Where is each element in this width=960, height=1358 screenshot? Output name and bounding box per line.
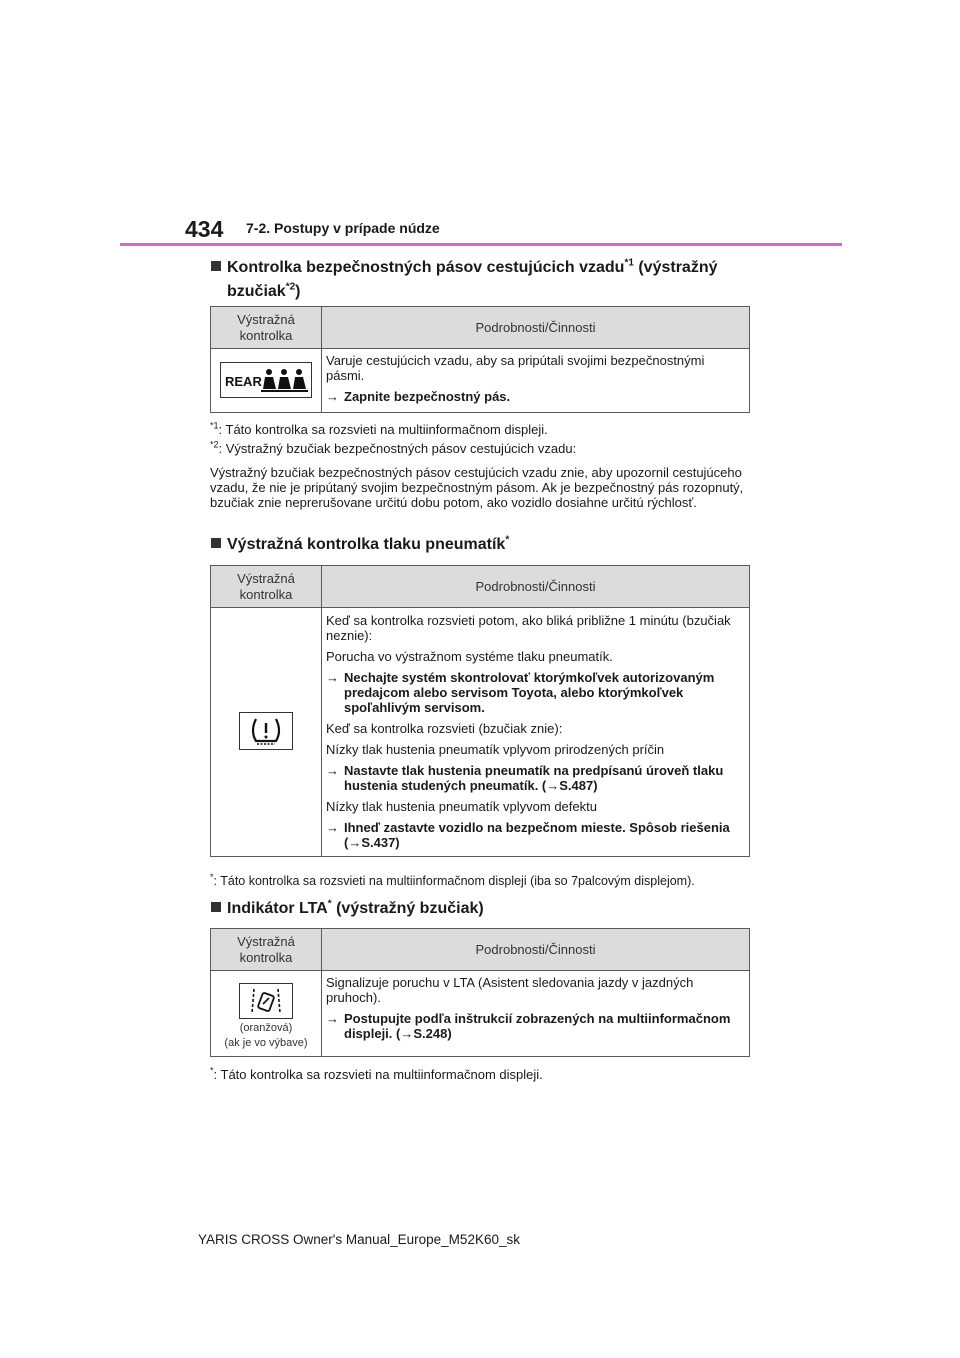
bullet-square-icon [211,261,221,271]
footnote-lta: *: Táto kontrolka sa rozsvieti na multiinformačnom displeji. [210,1065,543,1082]
icon-rear-label: REAR [225,373,262,389]
footer-text: YARIS CROSS Owner's Manual_Europe_M52K60_sk [198,1232,520,1247]
warning-table-seatbelt [210,306,750,413]
details-cell [322,971,750,1057]
detail-text: Nízky tlak hustenia pneumatík vplyvom prirodzených príčin [326,742,665,757]
rear-seatbelt-warning-graphic [221,363,311,397]
page-number: 434 [185,216,224,242]
table-header-details: Podrobnosti/Činnosti [322,307,750,349]
warning-table-tpms [210,565,750,857]
indicator-cell [211,608,322,857]
action-text: → Nechajte systém skontrolovať ktorýmkoľvek autorizovaným predajcom alebo servisom Toyota, alebo ktorýmkoľvek spoľahlivým servisom. [326,670,715,715]
tire-pressure-warning-icon [239,712,293,750]
rear-seatbelt-warning-icon [220,362,312,398]
detail-text: Signalizuje poruchu v LTA (Asistent sledovania jazdy v jazdných pruhoch). [326,975,694,1005]
footnote-2: $^{*2}$: Výstražný bzučiak bezpečnostných pásov cestujúcich vzadu: [210,439,577,456]
arrow-right-icon: → [326,820,339,835]
chapter-title: 7-2. Postupy v prípade núdze [246,220,440,236]
bullet-square-icon [211,902,221,912]
header-divider [120,243,842,246]
section-title-lta: Indikátor LTA* (výstražný bzučiak) [211,897,484,921]
seatbelt-paragraph: Výstražný bzučiak bezpečnostných pásov cestujúcich vzadu znie, aby upozornil cestujúceho vzadu, že nie je pripútaný svojim bezpečnostným pásom. Ak je bezpečnostný pás rozopnutý, bzučiak znie neprerušovane určitú dobu potom, ako vozidlo dosiahne určitú rýchlosť. [210,465,744,510]
section-title-tpms: Výstražná kontrolka tlaku pneumatík* [211,533,509,557]
table-header-details: Podrobnosti/Činnosti [322,929,750,971]
indicator-cell [211,349,322,413]
footnote-1: $^{*1}$: Táto kontrolka sa rozsvieti na multiinformačnom displeji. [210,420,548,437]
details-cell [322,608,750,857]
bullet-square-icon [211,538,221,548]
detail-text: Keď sa kontrolka rozsvieti (bzučiak znie): [326,721,563,736]
action-text: → Nastavte tlak hustenia pneumatík na predpísanú úroveň tlaku hustenia studených pneumatík. (→S.487) [326,763,724,793]
indicator-cell [211,971,322,1057]
table-header-indicator: Výstražná kontrolka [211,307,322,349]
arrow-right-icon: → [326,1011,339,1026]
lta-warning-graphic [240,984,292,1018]
lta-warning-icon [239,983,293,1019]
warning-table-lta [210,928,750,1057]
detail-text: Varuje cestujúcich vzadu, aby sa pripútali svojimi bezpečnostnými pásmi. [326,353,705,383]
detail-text: Nízky tlak hustenia pneumatík vplyvom defektu [326,799,597,814]
section-title-seatbelt: Kontrolka bezpečnostných pásov cestujúcich vzadu$^{*1}$ (výstražný bzučiak$^{*2}$) [211,256,717,304]
detail-text: Keď sa kontrolka rozsvieti potom, ako bliká približne 1 minútu (bzučiak neznie): [326,613,731,643]
table-header-indicator: Výstražná kontrolka [211,929,322,971]
detail-text: Porucha vo výstražnom systéme tlaku pneumatík. [326,649,613,664]
tire-pressure-warning-graphic [240,713,292,749]
table-header-details: Podrobnosti/Činnosti [322,566,750,608]
details-cell [322,349,750,413]
action-text: → Zapnite bezpečnostný pás. [326,389,511,404]
table-header-indicator: Výstražná kontrolka [211,566,322,608]
arrow-right-icon: → [326,670,339,685]
arrow-right-icon: → [326,389,339,404]
icon-availability-note: (ak je vo výbave) [224,1036,308,1049]
action-text: → Ihneď zastavte vozidlo na bezpečnom mieste. Spôsob riešenia (→S.437) [326,820,730,850]
action-text: → Postupujte podľa inštrukcií zobrazených na multiinformačnom displeji. (→S.248) [326,1011,731,1041]
icon-color-note: (oranžová) [239,1021,293,1034]
footnote-tpms: *: Táto kontrolka sa rozsvieti na multiinformačnom displeji (iba so 7palcovým displejom). [210,871,695,888]
arrow-right-icon: → [326,763,339,778]
